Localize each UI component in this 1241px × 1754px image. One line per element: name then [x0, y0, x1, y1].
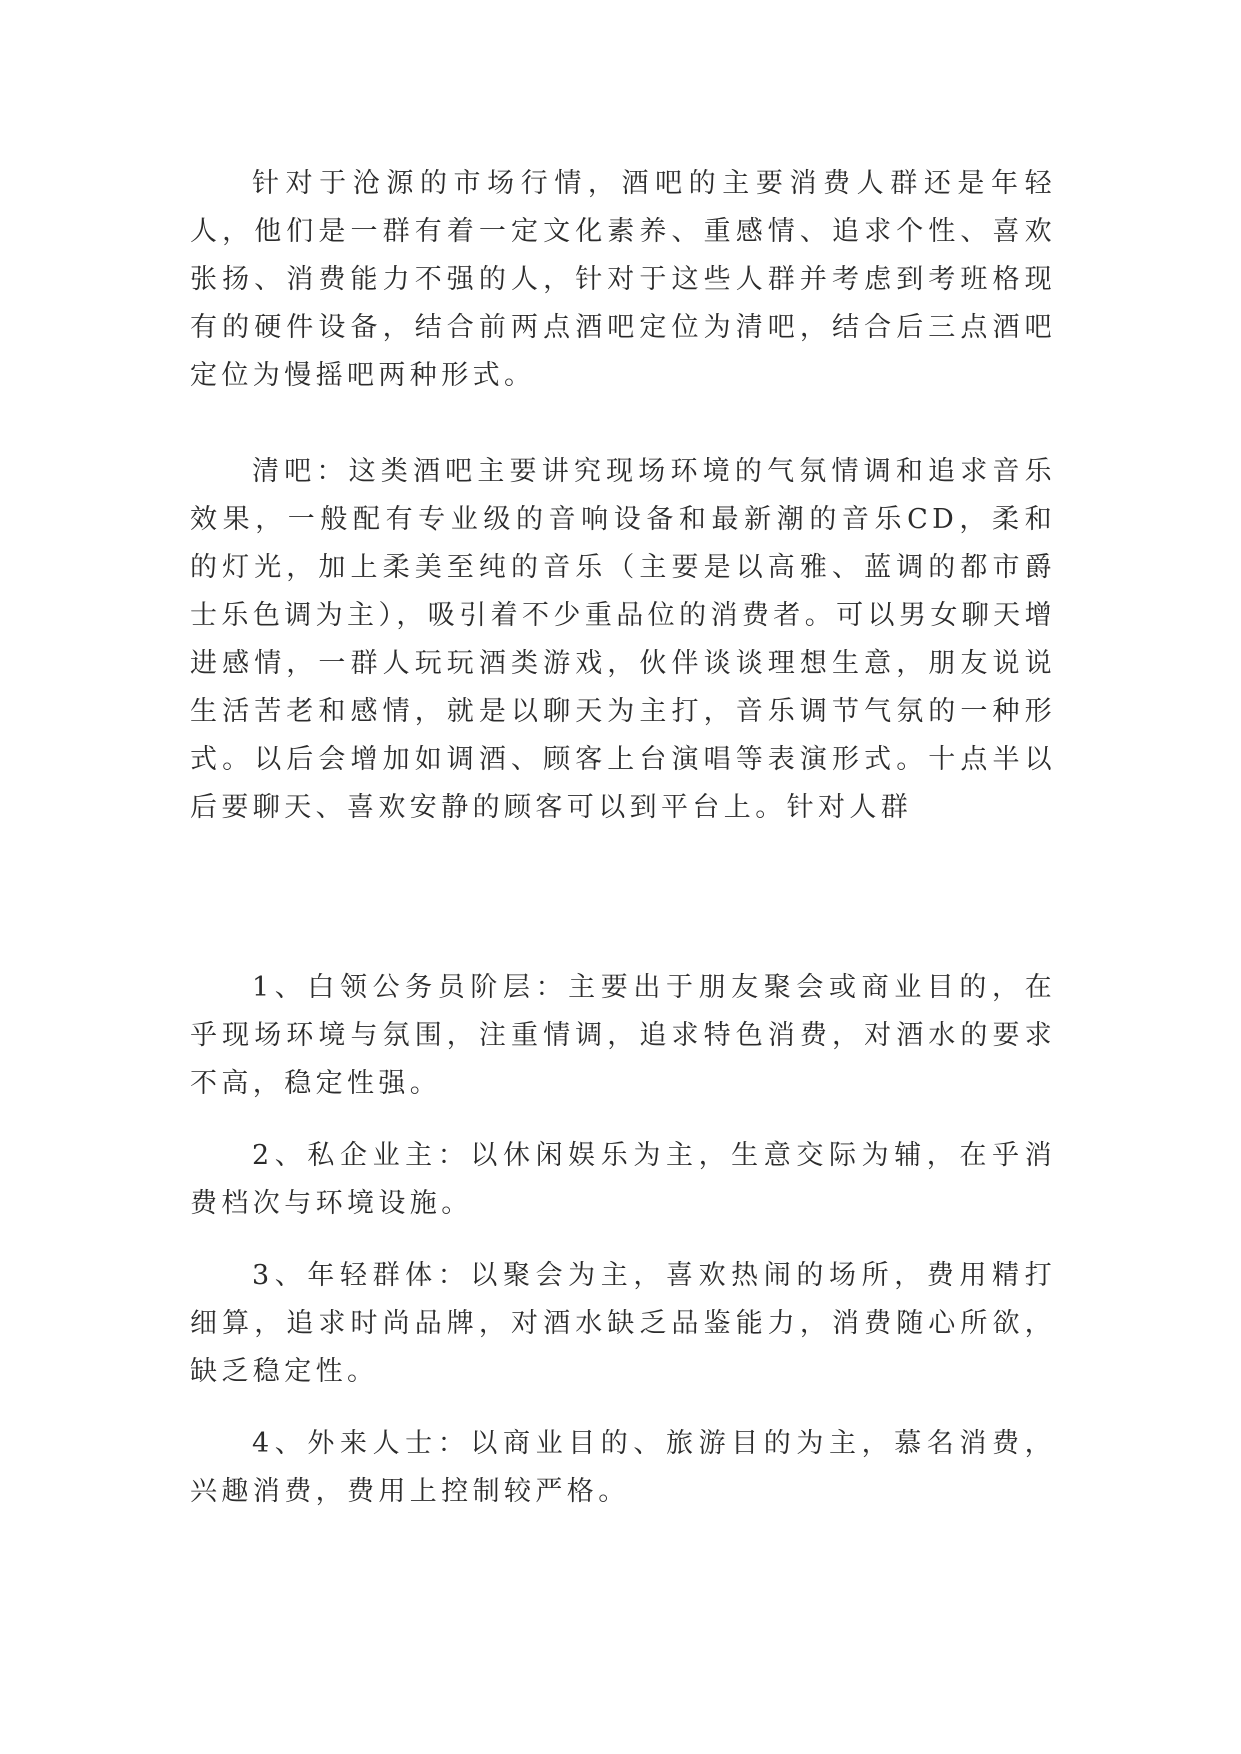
paragraph-outside-visitors: 4、外来人士：以商业目的、旅游目的为主，慕名消费，兴趣消费，费用上控制较严格。: [190, 1428, 1056, 1507]
paragraph-young-group: 3、年轻群体：以聚会为主，喜欢热闹的场所，费用精打细算，追求时尚品牌，对酒水缺乏品鉴能力，消费随心所欲，缺乏稳定性。: [190, 1260, 1056, 1387]
paragraph-quiet-bar: 清吧：这类酒吧主要讲究现场环境的气氛情调和追求音乐效果，一般配有专业级的音响设备和最新潮的音乐CD，柔和的灯光，加上柔美至纯的音乐（主要是以高雅、蓝调的都市爵士乐色调为主），吸引着不少重品位的消费者。可以男女聊天增进感情，一群人玩玩酒类游戏，伙伴谈谈理想生意，朋友说说生活苦老和感情，就是以聊天为主打，音乐调节气氛的一种形式。以后会增加如调酒、顾客上台演唱等表演形式。十点半以后要聊天、喜欢安静的顾客可以到平台上。针对人群: [190, 456, 1056, 823]
paragraph-white-collar: 1、白领公务员阶层：主要出于朋友聚会或商业目的，在乎现场环境与氛围，注重情调，追求特色消费，对酒水的要求不高，稳定性强。: [190, 972, 1056, 1099]
paragraph-private-owners: 2、私企业主：以休闲娱乐为主，生意交际为辅，在乎消费档次与环境设施。: [190, 1140, 1056, 1219]
paragraph-market-positioning: 针对于沧源的市场行情，酒吧的主要消费人群还是年轻人，他们是一群有着一定文化素养、重感情、追求个性、喜欢张扬、消费能力不强的人，针对于这些人群并考虑到考班格现有的硬件设备，结合前两点酒吧定位为清吧，结合后三点酒吧定位为慢摇吧两种形式。: [190, 168, 1056, 391]
